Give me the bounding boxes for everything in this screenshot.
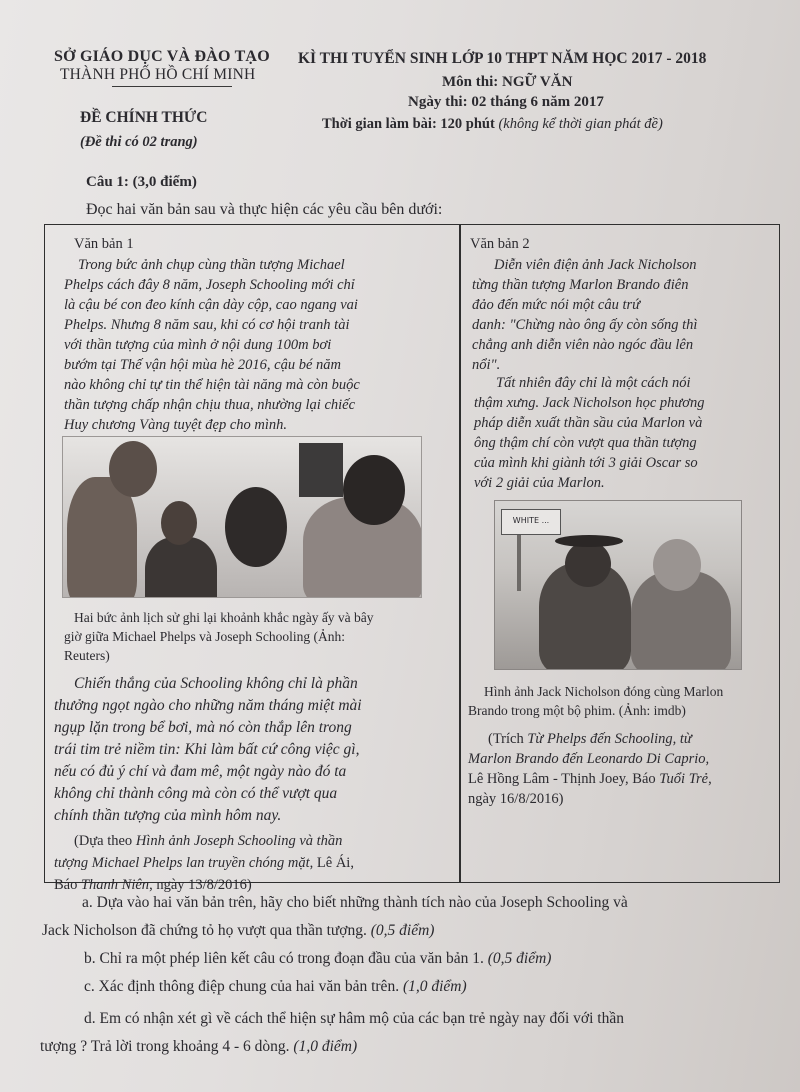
question-text: Jack Nicholson đã chứng tỏ họ vượt qua thần tượng. — [42, 922, 371, 939]
department-line-2: THÀNH PHỐ HỒ CHÍ MINH — [60, 66, 256, 83]
text-2-line: danh: "Chừng nào ông ấy còn sống thì — [472, 317, 698, 333]
caption-line: Hình ảnh Jack Nicholson đóng cùng Marlon — [484, 684, 724, 699]
text-1-line: Phelps cách đây 8 năm, Joseph Schooling mới chỉ — [64, 277, 355, 293]
question-b — [84, 948, 551, 970]
nicholson-brando-photo — [494, 500, 742, 670]
source-text: (Dựa theo — [74, 833, 136, 849]
text-1-p2-line: không chỉ thành công mà còn có thể vượt qua — [54, 785, 338, 802]
text-1-heading: Văn bản 1 — [74, 236, 134, 252]
text-2-line: chẳng anh diễn viên nào ngóc đầu lên — [472, 337, 694, 353]
text-1-line: Phelps. Nhưng 8 năm sau, khi có cơ hội tranh tài — [64, 317, 350, 333]
pages-note: (Đề thi có 02 trang) — [80, 134, 198, 150]
duration-note: (không kể thời gian phát đề) — [498, 116, 663, 132]
text-2-p2-line: pháp diễn xuất thần sầu của Marlon và — [474, 415, 703, 431]
question-1-instruction: Đọc hai văn bản sau và thực hiện các yêu cầu bên dưới: — [86, 201, 443, 218]
source-line-2 — [54, 852, 354, 874]
photo-rings-banner — [299, 443, 343, 497]
text-2-p2-line: với 2 giải của Marlon. — [474, 475, 605, 491]
question-points: (0,5 điểm) — [487, 950, 552, 967]
exam-duration — [322, 116, 663, 133]
text-1-p2-line: chính thần tượng của mình hôm nay. — [54, 807, 282, 824]
question-1-label: Câu 1: (3,0 điểm) — [86, 174, 197, 190]
caption-line: Reuters) — [64, 648, 110, 663]
text-2-p2-line: thậm xưng. Jack Nicholson học phương — [474, 395, 705, 411]
source-line-1 — [74, 830, 342, 852]
question-a-line-1: a. Dựa vào hai văn bản trên, hãy cho biết những thành tích nào của Joseph Schooling và — [82, 894, 628, 911]
department-line-1: SỞ GIÁO DỤC VÀ ĐÀO TẠO — [54, 48, 270, 65]
source-author: Lê Hồng Lâm - Thịnh Joey, Báo — [468, 771, 660, 787]
text-1-line: bướm tại Thế vận hội mùa hè 2016, cậu bé năm — [64, 357, 342, 373]
text-1-line: là cậu bé con đeo kính cận dày cộp, cao ngang vai — [64, 297, 358, 313]
question-points: (1,0 điểm) — [402, 978, 467, 995]
source-line-2: Marlon Brando đến Leonardo Di Caprio, — [468, 751, 710, 767]
text-1-line: thần tượng chấp nhận chịu thua, nhường lại chiếc — [64, 397, 356, 413]
duration-bold: Thời gian làm bài: 120 phút — [322, 116, 495, 132]
photo-head-brando — [653, 539, 701, 591]
text-1-line: với thần tượng của mình ở nội dung 100m bơi — [64, 337, 332, 353]
photo-head-1 — [109, 441, 157, 497]
text-1-line: Huy chương Vàng tuyệt đẹp cho mình. — [64, 417, 288, 433]
source-line-4: ngày 16/8/2016) — [468, 791, 564, 807]
source-line-1 — [488, 728, 692, 750]
source-text: Báo — [54, 877, 81, 893]
photo-sign-board: WHITE ... — [501, 509, 561, 535]
text-1-p2-line: Chiến thắng của Schooling không chỉ là phần — [74, 675, 358, 692]
photo-hat — [555, 535, 623, 547]
text-1-line: nào không chỉ tự tin thể hiện tài năng mà còn buộc — [64, 377, 360, 393]
text-1-p2-line: trái tim trẻ niềm tin: Khi làm bất cứ công việc gì, — [54, 741, 360, 758]
photo-figure-2 — [145, 537, 217, 598]
source-title: tượng Michael Phelps lan truyền chóng mặt — [54, 855, 310, 871]
text-2-line: Diễn viên điện ảnh Jack Nicholson — [494, 257, 697, 273]
photo-head-2 — [161, 501, 197, 545]
question-text: c. Xác định thông điệp chung của hai văn bản trên. — [84, 978, 403, 995]
text-2-p2-line: của mình khi giành tới 3 giải Oscar so — [474, 455, 698, 471]
text-1-p2-line: ngụp lặn trong bể bơi, mà nó còn thắp lên trong — [54, 719, 352, 736]
phelps-schooling-photo — [62, 436, 422, 598]
text-2-p2-line: Tất nhiên đây chỉ là một cách nói — [496, 375, 691, 391]
question-d-line-1: d. Em có nhận xét gì về cách thể hiện sự hâm mộ của các bạn trẻ ngày nay đối với thần — [84, 1010, 624, 1027]
caption-line: Brando trong một bộ phim. (Ảnh: imdb) — [468, 703, 686, 718]
text-1-p2-line: thưởng ngọt ngào cho những năm tháng miệt mài — [54, 697, 362, 714]
text-2-line: từng thần tượng Marlon Brando điên — [472, 277, 689, 293]
official-label: ĐỀ CHÍNH THỨC — [80, 109, 208, 126]
source-newspaper: Tuổi Trẻ — [659, 771, 709, 787]
question-text: tượng ? Trả lời trong khoảng 4 - 6 dòng. — [40, 1038, 294, 1055]
text-2-line: đảo đến mức nói một câu trứ — [472, 297, 641, 313]
source-line-3 — [468, 768, 712, 790]
question-a-line-2 — [42, 920, 434, 942]
question-c — [84, 976, 467, 998]
source-date: , ngày 13/8/2016) — [149, 877, 252, 893]
source-newspaper: Thanh Niên — [80, 877, 150, 893]
caption-line: giờ giữa Michael Phelps và Joseph Schooling (Ảnh: — [64, 629, 346, 644]
photo-head-3 — [225, 487, 287, 567]
text-2-p2-line: ông thậm chí còn vượt qua thần tượng — [474, 435, 697, 451]
source-text: (Trích — [488, 731, 528, 747]
photo-head-nicholson — [565, 541, 611, 587]
text-2-line: nổi". — [472, 357, 501, 373]
question-text: b. Chỉ ra một phép liên kết câu có trong đoạn đầu của văn bản 1. — [84, 950, 488, 967]
text-1-line: Trong bức ảnh chụp cùng thần tượng Michael — [78, 257, 345, 273]
text-1-p2-line: nếu có đủ ý chí và đam mê, một ngày nào đó ta — [54, 763, 347, 780]
exam-subject: Môn thi: NGỮ VĂN — [442, 74, 573, 90]
question-points: (0,5 điểm) — [370, 922, 435, 939]
caption-line: Hai bức ảnh lịch sử ghi lại khoảnh khắc ngày ấy và bây — [74, 610, 374, 625]
exam-date: Ngày thi: 02 tháng 6 năm 2017 — [408, 94, 604, 110]
text-2-heading: Văn bản 2 — [470, 236, 530, 252]
question-points: (1,0 điểm) — [293, 1038, 358, 1055]
question-d-line-2 — [40, 1036, 357, 1058]
source-title: Hình ảnh Joseph Schooling và thần — [135, 833, 343, 849]
photo-head-4 — [343, 455, 405, 525]
exam-title: KÌ THI TUYỂN SINH LỚP 10 THPT NĂM HỌC 2017 - 2018 — [298, 50, 707, 67]
source-text: , — [708, 771, 712, 787]
source-title: Từ Phelps đến Schooling, từ — [527, 731, 692, 747]
source-author: , Lê Ái, — [309, 855, 354, 871]
column-divider — [459, 224, 461, 883]
header-underline — [112, 86, 232, 87]
